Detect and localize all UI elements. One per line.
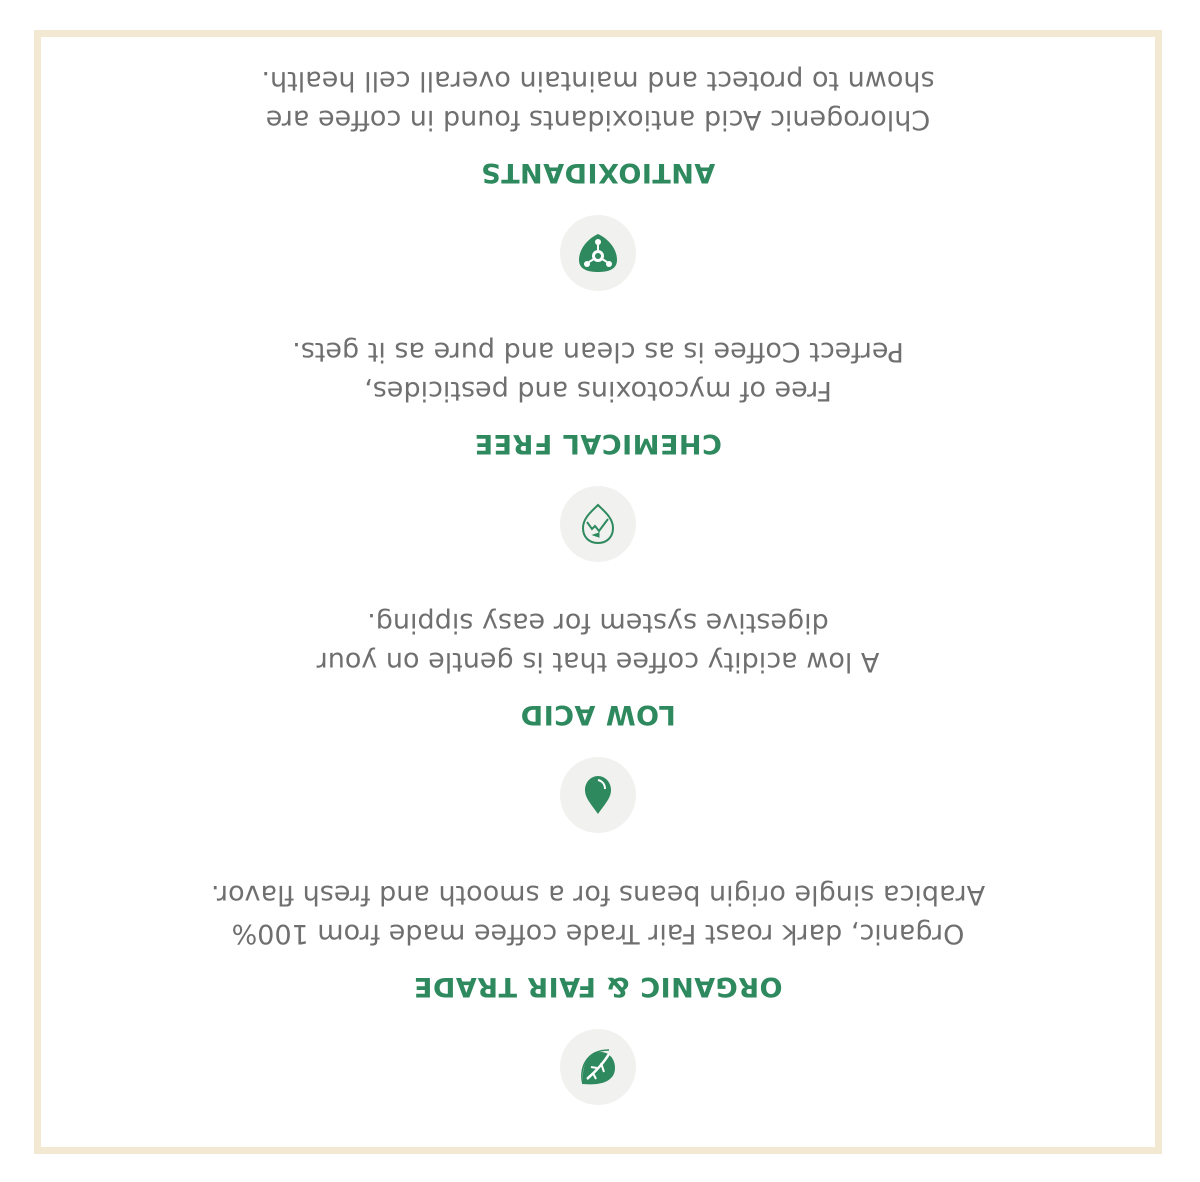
description-line: Arabica single origin beans for a smooth and fresh flavor. [210,879,986,910]
feature-heading: ORGANIC & FAIR TRADE [413,971,783,1002]
description-line: Chlorogenic Acid antioxidants found in coffee are [265,104,931,135]
drop-icon [560,757,636,833]
feature-heading: ANTIOXIDANTS [480,157,716,188]
molecule-shield-icon [560,215,636,291]
leaf-icon [560,1029,636,1105]
description-line: shown to protect and maintain overall cell health. [261,65,935,96]
description-line: A low acidity coffee that is gentle on your [316,646,880,677]
rotated-content [41,37,1155,1147]
feature-heading: CHEMICAL FREE [474,428,722,459]
feature-chemical-free [41,332,1155,562]
feature-low-acid [41,603,1155,833]
feature-description [168,61,1028,139]
feature-description [168,332,1028,410]
description-line: Free of mycotoxins and pesticides, [364,375,832,406]
description-line: Organic, dark roast Fair Trade coffee made from 100% [231,918,965,949]
feature-panel [34,30,1162,1154]
description-line: Perfect Coffee is as clean and pure as it gets. [292,336,904,367]
feature-description [168,603,1028,681]
feature-description [168,875,1028,953]
feature-organic-fair-trade [41,875,1155,1105]
feature-heading: LOW ACID [520,699,676,730]
description-line: digestive system for easy sipping. [367,607,829,638]
feature-antioxidants [41,61,1155,291]
mountain-pin-icon [560,486,636,562]
